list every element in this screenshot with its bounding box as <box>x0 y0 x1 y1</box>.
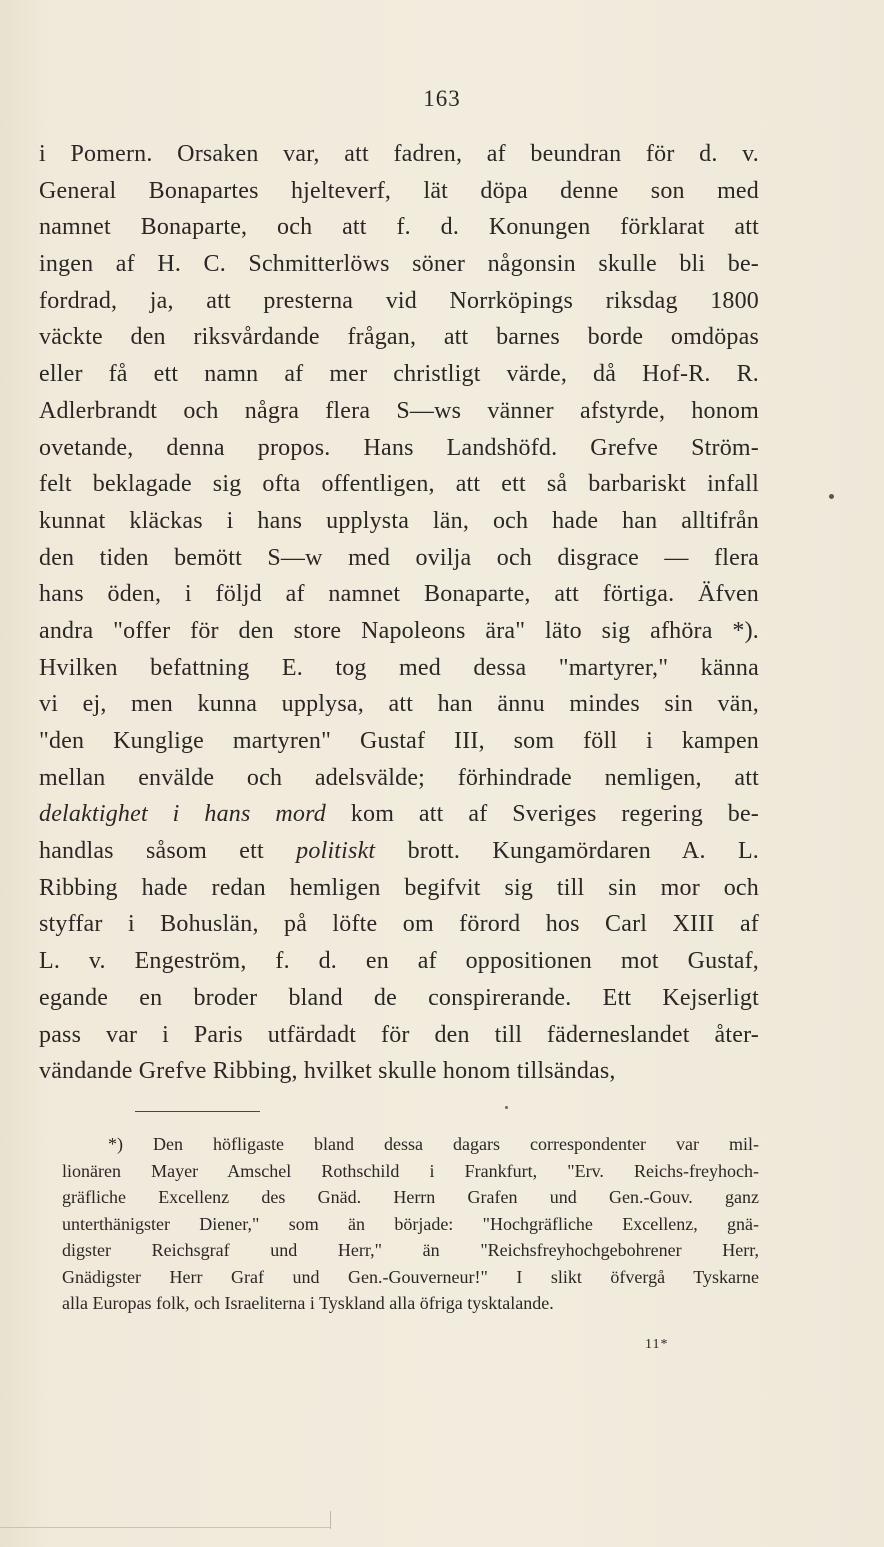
body-line: Hvilken befattning E. tog med dessa "martyrer," känna <box>39 654 759 681</box>
italic-phrase: delaktighet i hans mord <box>39 801 326 828</box>
scan-edge-line <box>0 1527 330 1528</box>
body-line: Ribbing hade redan hemligen begifvit sig till sin mor och <box>39 874 759 901</box>
ink-speck <box>829 494 834 499</box>
footnote-line: Gnädigster Herr Graf und Gen.-Gouverneur!" I slikt öfvergå Tyskarne <box>62 1266 759 1287</box>
body-line: "den Kunglige martyren" Gustaf III, som föll i kampen <box>39 728 759 754</box>
body-line: namnet Bonaparte, och att f. d. Konungen förklarat att <box>39 214 759 241</box>
body-line: Adlerbrandt och några flera S—ws vänner afstyrde, honom <box>39 397 759 424</box>
line-start: handlas såsom ett <box>39 838 297 865</box>
body-line-italic <box>39 796 759 833</box>
body-line: ingen af H. C. Schmitterlöws söner någonsin skulle bli be- <box>39 251 759 278</box>
footnote-line: alla Europas folk, och Israeliterna i Tyskland alla öfriga tysktalande. <box>62 1293 554 1313</box>
body-line: vi ej, men kunna upplysa, att han ännu mindes sin vän, <box>39 691 759 718</box>
body-line: General Bonapartes hjelteverf, lät döpa denne son med <box>39 177 759 204</box>
body-line: vändande Grefve Ribbing, hvilket skulle honom tillsändas, <box>39 1058 616 1085</box>
footnote-line: lionären Mayer Amschel Rothschild i Frankfurt, "Erv. Reichs-freyhoch- <box>62 1160 759 1181</box>
footnote-line: gräfliche Excellenz des Gnäd. Herrn Grafen und Gen.-Gouv. ganz <box>62 1187 759 1207</box>
body-line: den tiden bemött S—w med ovilja och disgrace — flera <box>39 544 759 571</box>
body-line: mellan envälde och adelsvälde; förhindrade nemligen, att <box>39 764 759 791</box>
body-line-italic <box>39 833 759 870</box>
italic-word: politiskt <box>296 838 376 865</box>
body-line: andra "offer för den store Napoleons ära" läto sig afhöra *). <box>39 617 759 644</box>
body-line: kunnat kläckas i hans upplysta län, och hade han alltifrån <box>39 507 759 534</box>
footnote-line: digster Reichsgraf und Herr," än "Reichsfreyhochgebohrener Herr, <box>62 1240 759 1260</box>
body-line: hans öden, i följd af namnet Bonaparte, att förtiga. Äfven <box>39 581 759 608</box>
body-line: i Pomern. Orsaken var, att fadren, af beundran för d. v. <box>39 141 759 167</box>
body-line: styffar i Bohuslän, på löfte om förord hos Carl XIII af <box>39 911 759 938</box>
footnote <box>62 1131 759 1317</box>
body-line: egande en broder bland de conspirerande. Ett Kejserligt <box>39 984 759 1011</box>
footnote-line: *) Den höfligaste bland dessa dagars correspondenter var mil- <box>108 1134 759 1154</box>
body-text <box>39 136 759 1090</box>
body-line: felt beklagade sig ofta offentligen, att ett så barbariskt infall <box>39 471 759 498</box>
body-line: L. v. Engeström, f. d. en af oppositionen mot Gustaf, <box>39 948 759 975</box>
body-line: fordrad, ja, att presterna vid Norrköpings riksdag 1800 <box>39 287 759 314</box>
line-rest: kom att af Sveriges regering be- <box>325 801 759 828</box>
line-rest: brott. Kungamördaren A. L. <box>375 838 759 865</box>
scan-edge-tick <box>330 1511 331 1529</box>
body-line: ovetande, denna propos. Hans Landshöfd. Grefve Ström- <box>39 434 759 461</box>
body-line: eller få ett namn af mer christligt värde, då Hof-R. R. <box>39 361 759 388</box>
signature-mark: 11* <box>645 1337 669 1352</box>
ink-speck <box>505 1106 508 1109</box>
page-number: 163 <box>423 86 461 111</box>
footnote-separator <box>135 1111 260 1112</box>
body-line: pass var i Paris utfärdadt för den till fäderneslandet åter- <box>39 1021 759 1048</box>
footnote-line: unterthänigster Diener," som än började: "Hochgräfliche Excellenz, gnä- <box>62 1213 759 1234</box>
body-line: väckte den riksvårdande frågan, att barnes borde omdöpas <box>39 324 759 351</box>
